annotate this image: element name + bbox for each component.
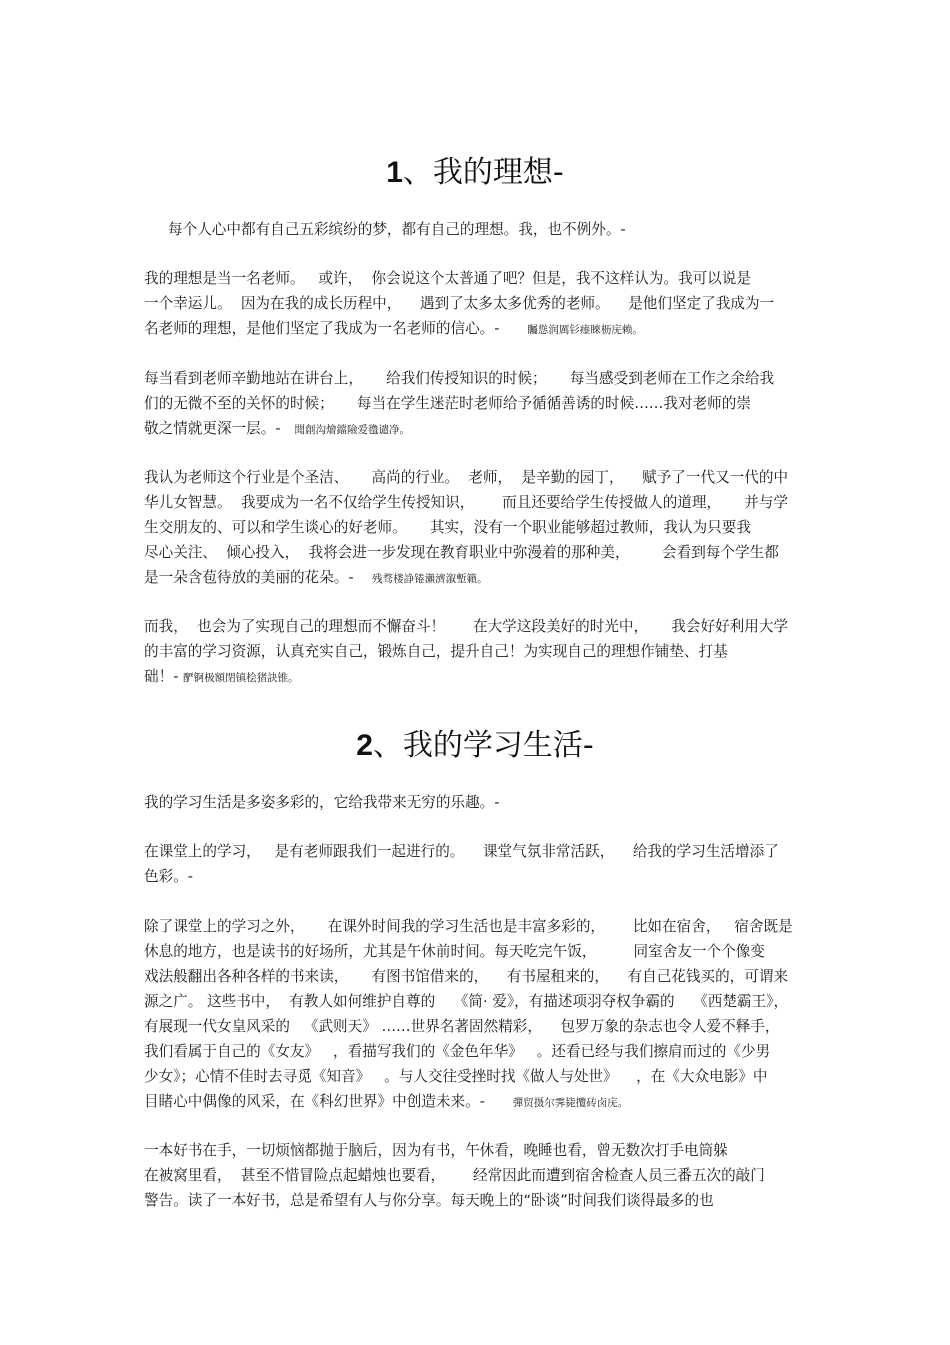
text-line: 戏法般翻出各种各样的书来读， 有图书馆借来的， 有书屋租来的， 有自己花钱买的，可谓来: [144, 968, 789, 985]
text-line: 我们看属于自己的《女友》 ，看描写我们的《金色年华》 。还看已经与我们擦肩而过的《少男: [144, 1043, 771, 1060]
section-number: 1: [386, 156, 403, 189]
garbled-note: 矚慫润厲钐瘗睞枥庑赖。: [527, 324, 643, 336]
garbled-note: 彈贸摄尔霁毙攬砖卤庑。: [512, 1097, 629, 1109]
line-text: 是一朵含苞待放的美丽的花朵。-: [144, 569, 354, 586]
line-text: 名老师的理想，是他们坚定了我成为一名老师的信心。-: [144, 320, 500, 337]
garbled-note: 聞創沟燴鐺險爱氇谴净。: [294, 424, 411, 436]
section-number: 2: [356, 729, 373, 762]
text-line: 除了课堂上的学习之外， 在课外时间我的学习生活也是丰富多彩的， 比如在宿舍， 宿舍既是: [144, 918, 793, 935]
paragraph: [144, 465, 804, 590]
line-text: 础！-: [144, 668, 179, 685]
line-text: 目睹心中偶像的风采，在《科幻世界》中创造未来。-: [144, 1093, 485, 1110]
text-line: [144, 316, 804, 341]
paragraph: [144, 839, 804, 889]
paragraph: [144, 1138, 804, 1213]
paragraph: [144, 790, 804, 815]
text-line: 少女》；心情不佳时去寻觅《知音》 。与人交往受挫时找《做人与处世》 ，在《大众电影》中: [144, 1068, 768, 1085]
text-line: 我认为老师这个行业是个圣洁、 高尚的行业。 老师， 是辛勤的园丁， 赋予了一代又一代的中: [144, 469, 789, 486]
text-line: 生交朋友的、可以和学生谈心的好老师。 其实，没有一个职业能够超过教师，我认为只要我: [144, 519, 751, 536]
text-line: [144, 416, 804, 441]
section-title: 、我的学习生活-: [372, 728, 594, 763]
text-line: 每当看到老师辛勤地站在讲台上， 给我们传授知识的时候； 每当感受到老师在工作之余给我: [144, 370, 775, 387]
text-line: 们的无微不至的关怀的时候； 每当在学生迷茫时老师给予循循善诱的时候……我对老师的崇: [144, 395, 751, 412]
line-text: 敬之情就更深一层。-: [144, 420, 281, 437]
text-line: 在被窝里看， 甚至不惜冒险点起蜡烛也要看， 经常因此而遭到宿舍检查人员三番五次的敲门: [144, 1167, 765, 1184]
section-heading-1: [0, 155, 950, 191]
text-line: 一本好书在手，一切烦恼都抛于脑后，因为有书，午休看，晚睡也看，曾无数次打手电筒躲: [144, 1142, 728, 1159]
text-line: 在课堂上的学习， 是有老师跟我们一起进行的。 课堂气氛非常活跃， 给我的学习生活增添了: [144, 843, 779, 860]
text-line: 而我， 也会为了实现自己的理想而不懈奋斗！ 在大学这段美好的时光中， 我会好好利用大学: [144, 618, 789, 635]
text-line: 有展现一代女皇风采的 《武则天》 ……世界名著固然精彩， 包罗万象的杂志也令人爱不释手，: [144, 1018, 780, 1035]
text-line: 我的理想是当一名老师。 或许， 你会说这个太普通了吧？但是，我不这样认为。我可以说是: [144, 270, 751, 287]
text-line: 华儿女智慧。 我要成为一名不仅给学生传授知识， 而且还要给学生传授做人的道理， 并与学: [144, 494, 789, 511]
text-line: 尽心关注、 倾心投入， 我将会进一步发现在教育职业中弥漫着的那种美， 会看到每个学生都: [144, 544, 779, 561]
section-title: 、我的理想-: [402, 155, 564, 190]
text-line: 源之广。 这些书中， 有教人如何维护自尊的 《简· 爱》，有描述项羽夺权争霸的 《西楚霸王》，: [144, 993, 789, 1010]
paragraph: [144, 914, 804, 1114]
garbled-note: 酽锕极額閉镇桧猪訣锥。: [183, 672, 299, 684]
text-line: 我的学习生活是多姿多彩的，它给我带来无穷的乐趣。-: [144, 794, 500, 811]
text-line: 警告。读了一本好书，总是希望有人与你分享。每天晚上的“卧谈”时间我们谈得最多的也: [144, 1192, 714, 1209]
text-line: 色彩。-: [144, 868, 194, 885]
paragraph: [144, 366, 804, 441]
text-line: [144, 565, 804, 590]
text-line: [144, 664, 804, 689]
paragraph: [144, 266, 804, 341]
text-line: 的丰富的学习资源，认真充实自己，锻炼自己，提升自己！为实现自己的理想作铺垫、打基: [144, 643, 728, 660]
section-heading-2: [0, 728, 950, 764]
text-line: 一个幸运儿。 因为在我的成长历程中， 遇到了太多太多优秀的老师。 是他们坚定了我成为一: [144, 295, 775, 312]
paragraph: [144, 614, 804, 689]
garbled-note: 残骛楼諍锩瀨濟溆塹籟。: [372, 573, 488, 585]
text-line: 休息的地方，也是读书的好场所，尤其是午休前时间。每天吃完午饭， 同室舍友一个个像变: [144, 943, 765, 960]
text-line: 每个人心中都有自己五彩缤纷的梦，都有自己的理想。我，也不例外。-: [168, 221, 626, 238]
paragraph: [144, 217, 828, 242]
text-line: [144, 1089, 804, 1114]
